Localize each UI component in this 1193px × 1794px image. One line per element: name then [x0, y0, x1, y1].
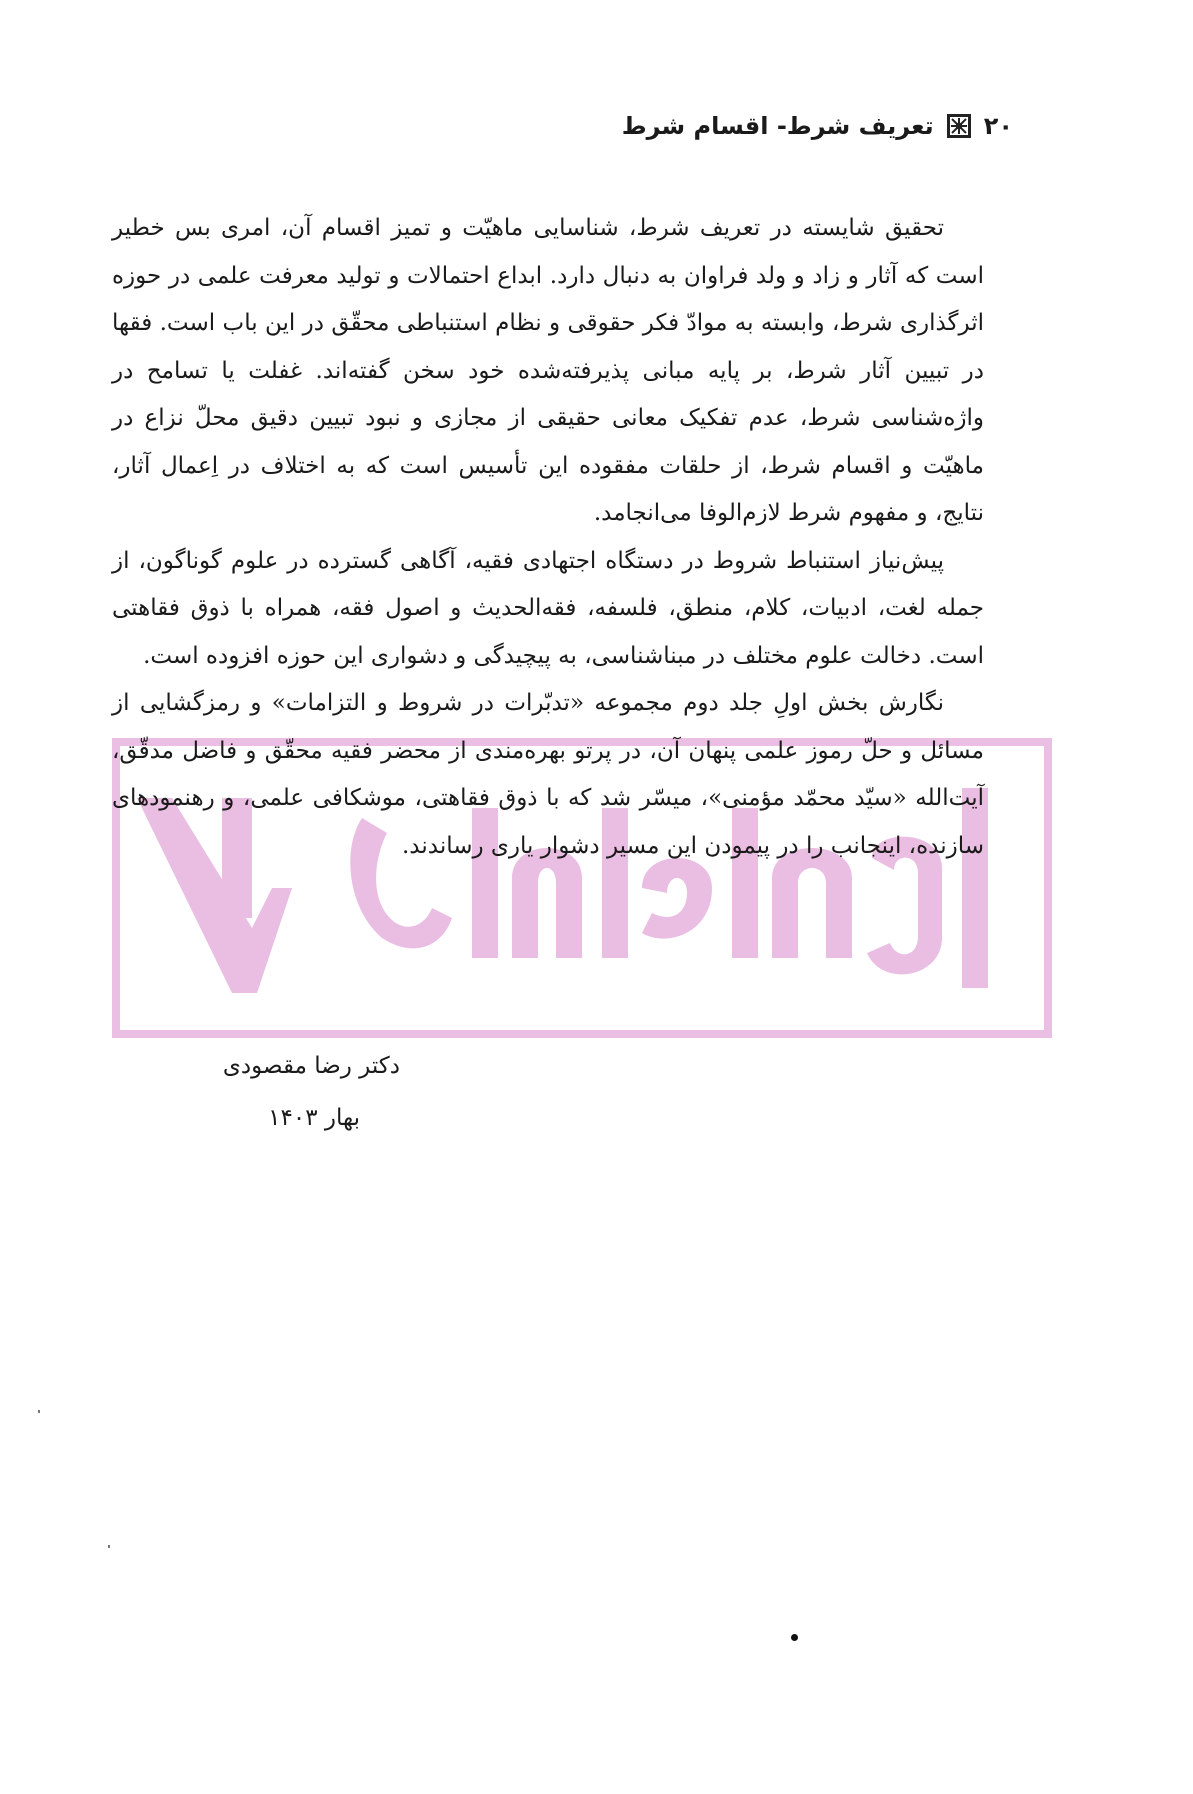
ornament-icon: [946, 113, 972, 139]
paragraph: تحقیق شایسته در تعریف شرط، شناسایی ماهیّت و تمیز اقسام آن، امری بس خطیر است که آثار و زاد و ولد فراوان به دنبال دارد. ابداع احتمالات و تولید معرفت علمی در حوزه اثرگذاری شرط، وابسته به موادّ فکر حقوقی و نظام استنباطی محقّق در این باب است. فقها در تبیین آثار شرط، بر پایه مبانی پذیرفته‌شده خود سخن گفته‌اند. غفلت یا تسامح در واژه‌شناسی شرط، عدم تفکیک معانی حقیقی از مجازی و نبود تبیین دقیق محلّ نزاع در ماهیّت و اقسام شرط، از حلقات مفقوده این تأسیس است که به اختلاف در اِعمال آثار، نتایج، و مفهوم شرط لازم‌الوفا می‌انجامد.: [112, 215, 984, 526]
paper-speck: [38, 1410, 40, 1413]
paragraph: پیش‌نیاز استنباط شروط در دستگاه اجتهادی فقیه، آگاهی گسترده در علوم گوناگون، از جمله لغت، ادبیات، کلام، منطق، فلسفه، فقه‌الحدیث و اصول فقه، همراه با ذوق فقاهتی است. دخالت علوم مختلف در مبناشناسی، به پیچیدگی و دشواری این حوزه افزوده است.: [112, 547, 984, 669]
body-text: [112, 205, 984, 870]
paragraph: نگارش بخش اولِ جلد دوم مجموعه «تدبّرات در شروط و التزامات» و رمزگشایی از مسائل و حلّ رموز علمی پنهان آن، در پرتو بهره‌مندی از محضر فقیه محقّق و فاضل مدقّق، آیت‌الله «سیّد محمّد مؤمنی»، میسّر شد که با ذوق فقاهتی، موشکافی علمی، و رهنمودهای سازنده، اینجانب را در پیمودن این مسیر دشوار یاری رساندند.: [112, 690, 984, 859]
running-header: [622, 112, 1013, 140]
author-name: دکتر رضا مقصودی: [222, 1053, 400, 1079]
running-title: تعریف شرط- اقسام شرط: [621, 112, 934, 140]
signature-date: بهار ۱۴۰۳: [268, 1105, 360, 1131]
signature-block: [150, 1040, 400, 1144]
ink-dot: [791, 1634, 798, 1641]
page-number: ۲۰: [983, 112, 1013, 140]
paper-speck: [108, 1545, 110, 1548]
